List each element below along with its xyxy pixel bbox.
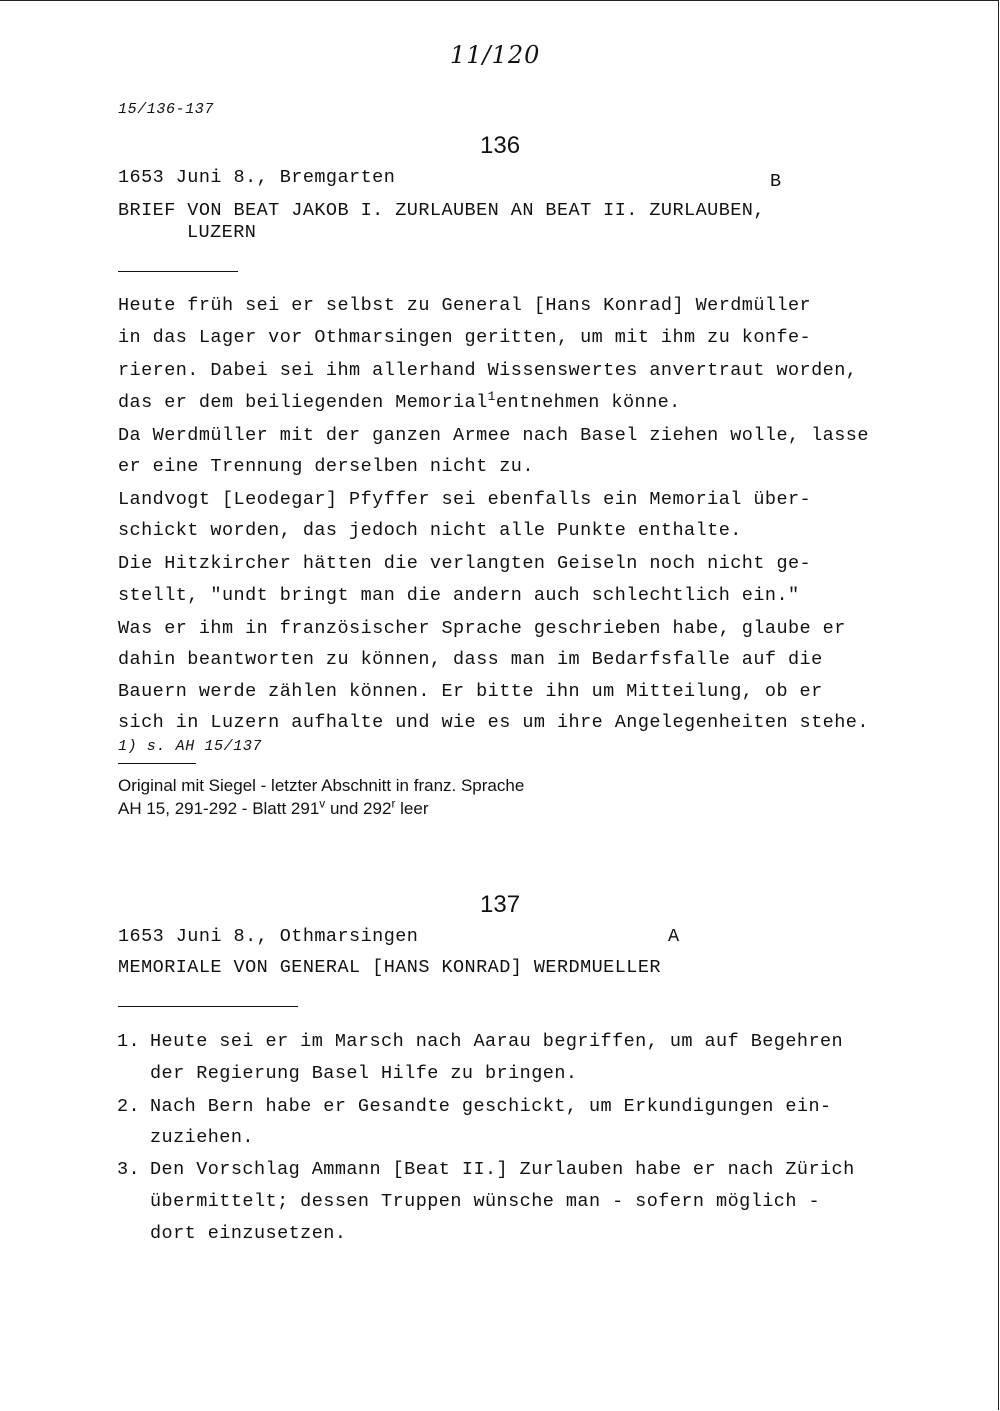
archive-mark: 11/120 (450, 41, 541, 69)
item-line: zuziehen. (150, 1127, 254, 1148)
item-line: der Regierung Basel Hilfe zu bringen. (150, 1063, 578, 1084)
doc136-body-line: stellt, "undt bringt man die andern auch schlechtlich ein." (118, 585, 800, 606)
doc136-grade: B (770, 171, 782, 192)
doc136-body-line: er eine Trennung derselben nicht zu. (118, 456, 534, 477)
doc136-body-line: Da Werdmüller mit der ganzen Armee nach Basel ziehen wolle, lasse (118, 425, 869, 446)
doc136-body-line: rieren. Dabei sei ihm allerhand Wissenswertes anvertraut worden, (118, 360, 858, 381)
item-line: Den Vorschlag Ammann [Beat II.] Zurlauben habe er nach Zürich (150, 1159, 855, 1180)
doc137-separator (118, 1006, 298, 1007)
doc136-body-line: Was er ihm in französischer Sprache geschrieben habe, glaube er (118, 618, 846, 639)
doc136-body-text: das er dem beiliegenden Memorial (118, 392, 488, 413)
doc136-body-line: sich in Luzern aufhalte und wie es um ihre Angelegenheiten stehe. (118, 712, 869, 733)
doc136-body-line: Heute früh sei er selbst zu General [Hans Konrad] Werdmüller (118, 295, 812, 316)
note-text: AH 15, 291-292 - Blatt 291 (118, 799, 320, 818)
item-line: Heute sei er im Marsch nach Aarau begriffen, um auf Begehren (150, 1031, 844, 1052)
doc136-body-line: Landvogt [Leodegar] Pfyffer sei ebenfalls ein Memorial über- (118, 489, 812, 510)
doc136-title-line2: LUZERN (187, 222, 257, 243)
doc136-body-line: schickt worden, das jedoch nicht alle Punkte enthalte. (118, 520, 742, 541)
doc137-date-place: 1653 Juni 8., Othmarsingen (118, 926, 419, 947)
item-number: 2. (117, 1096, 141, 1117)
doc136-body-line: dahin beantworten zu können, dass man im Bedarfsfalle auf die (118, 649, 823, 670)
doc136-title-line1: BRIEF VON BEAT JAKOB I. ZURLAUBEN AN BEAT II. ZURLAUBEN, (118, 200, 765, 221)
item-number: 3. (117, 1159, 141, 1180)
note-text: und 292 (325, 799, 392, 818)
doc-number-137: 137 (480, 891, 521, 918)
doc136-body-line: Die Hitzkircher hätten die verlangten Geiseln noch nicht ge- (118, 553, 812, 574)
item-line: Nach Bern habe er Gesandte geschickt, um Erkundigungen ein- (150, 1096, 832, 1117)
doc136-separator (118, 271, 238, 272)
doc137-title: MEMORIALE VON GENERAL [HANS KONRAD] WERDMUELLER (118, 957, 661, 978)
note-text: leer (395, 799, 429, 818)
doc-range-ref: 15/136-137 (118, 101, 215, 118)
footnote-marker: 1 (487, 388, 496, 404)
footnote-separator (118, 763, 196, 764)
item-number: 1. (117, 1031, 141, 1052)
note-sup-recto: r (391, 796, 396, 811)
doc136-body-text: entnehmen könne. (495, 392, 681, 413)
doc136-source-note-1: Original mit Siegel - letzter Abschnitt in franz. Sprache (118, 776, 525, 795)
doc-number-136: 136 (480, 132, 521, 159)
doc136-body-line: in das Lager vor Othmarsingen geritten, um mit ihm zu konfe- (118, 327, 812, 348)
doc136-body-line: Bauern werde zählen können. Er bitte ihn um Mitteilung, ob er (118, 681, 823, 702)
doc136-footnote: 1) s. AH 15/137 (118, 738, 263, 755)
doc136-date-place: 1653 Juni 8., Bremgarten (118, 167, 396, 188)
item-line: übermittelt; dessen Truppen wünsche man - sofern möglich - (150, 1191, 821, 1212)
item-line: dort einzusetzen. (150, 1223, 347, 1244)
doc137-grade: A (668, 926, 680, 947)
note-sup-verso: v (319, 796, 326, 811)
doc136-source-note-2 (118, 796, 429, 819)
doc136-body-line-with-footnote (118, 388, 681, 413)
